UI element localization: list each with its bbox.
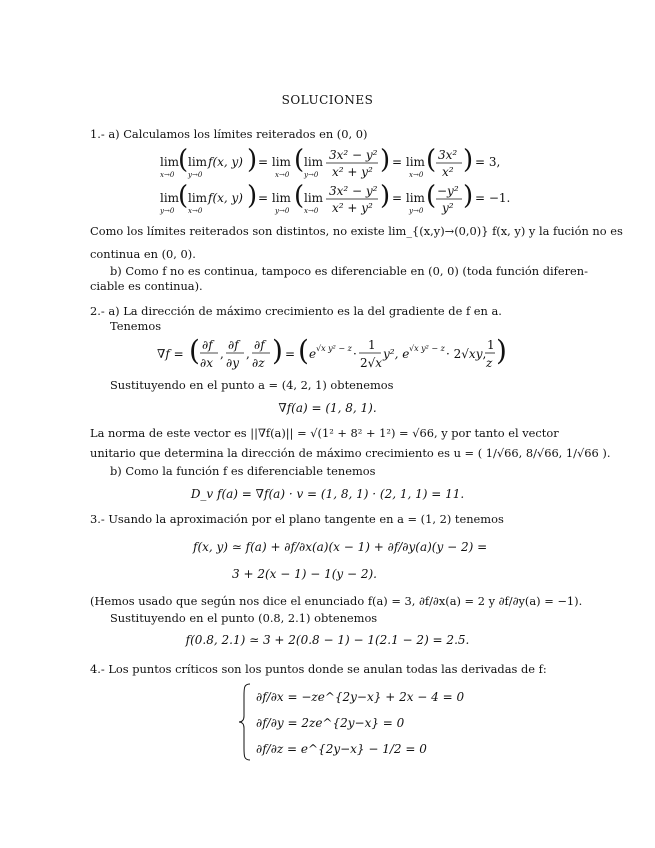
p4-intro: 4.- Los puntos críticos son los puntos donde se anulan todas las derivadas de f: <box>90 662 547 676</box>
p4-system-eq2: ∂f/∂y = 2ze^{2y−x} = 0 <box>256 716 405 730</box>
p3-eq1: f(x, y) ≃ f(a) + ∂f/∂x(a)(x − 1) + ∂f/∂y(a)(y − 2) = <box>193 540 488 554</box>
p1-text-b-line2: ciable es continua). <box>90 279 203 293</box>
svg-text:): ) <box>247 145 258 175</box>
p2-grad-a: ∇f(a) = (1, 8, 1). <box>278 401 377 415</box>
svg-text:3x² − y²: 3x² − y² <box>329 148 378 162</box>
svg-text:lim: lim <box>304 191 324 205</box>
p1-text-a-line1: Como los límites reiterados son distintos, no existe lim_{(x,y)→(0,0)} f(x, y) y la fución no es <box>90 224 623 238</box>
svg-text:∂f: ∂f <box>254 338 265 352</box>
p2-tenemos: Tenemos <box>110 319 162 333</box>
p1-intro: 1.- a) Calculamos los límites reiterados en (0, 0) <box>90 127 368 141</box>
svg-text:3x²: 3x² <box>438 148 458 162</box>
p1-text-a-line2: continua en (0, 0). <box>90 247 196 261</box>
svg-text:1: 1 <box>487 338 495 352</box>
svg-text:(: ( <box>189 334 200 367</box>
p4-system-brace <box>238 682 252 762</box>
p2-sust: Sustituyendo en el punto a = (4, 2, 1) obtenemos <box>110 378 394 392</box>
svg-text:): ) <box>463 181 474 211</box>
svg-text:y→0: y→0 <box>304 171 319 179</box>
p4-system-eq1: ∂f/∂x = −ze^{2y−x} + 2x − 4 = 0 <box>256 690 465 704</box>
svg-text:(: ( <box>426 145 437 175</box>
p3-result: f(0.8, 2.1) ≃ 3 + 2(0.8 − 1) − 1(2.1 − 2) = 2.5. <box>185 633 470 647</box>
svg-text:e: e <box>309 347 317 361</box>
svg-text:x→0: x→0 <box>304 207 319 215</box>
p2-norm-line1: La norma de este vector es ||∇f(a)|| = √(1² + 8² + 1²) = √66, y por tanto el vector <box>90 426 559 440</box>
svg-text:= lim: = lim <box>392 191 425 205</box>
p1-limit-eq-1 <box>150 146 510 182</box>
svg-text:∇f =: ∇f = <box>157 347 184 361</box>
svg-text:(: ( <box>294 145 305 175</box>
svg-text:y²: y² <box>442 201 454 215</box>
svg-text:∂x: ∂x <box>200 356 213 370</box>
svg-text:(: ( <box>294 181 305 211</box>
svg-text:,: , <box>220 347 224 361</box>
svg-text:y², e: y², e <box>383 347 410 361</box>
svg-text:= lim: = lim <box>258 191 291 205</box>
p1-limit-eq-2 <box>150 182 510 218</box>
svg-text:x² + y²: x² + y² <box>332 201 373 215</box>
svg-text:x²: x² <box>442 165 454 179</box>
svg-text:(: ( <box>178 145 189 175</box>
svg-text:f(x, y): f(x, y) <box>208 155 243 169</box>
svg-text:(: ( <box>178 181 189 211</box>
svg-text:lim: lim <box>188 191 208 205</box>
svg-text:· 2√xy,: · 2√xy, <box>446 347 487 361</box>
svg-text:∂f: ∂f <box>202 338 213 352</box>
svg-text:lim: lim <box>160 191 180 205</box>
svg-text:√x y² − z: √x y² − z <box>409 344 445 353</box>
svg-text:2√x: 2√x <box>360 356 383 370</box>
svg-text:(: ( <box>426 181 437 211</box>
svg-text:(: ( <box>298 334 309 367</box>
p4-system-eq3: ∂f/∂z = e^{2y−x} − 1/2 = 0 <box>256 742 427 756</box>
svg-text:y→0: y→0 <box>188 171 203 179</box>
p2-gradient-eq <box>155 334 505 374</box>
svg-text:lim: lim <box>304 155 324 169</box>
svg-text:x→0: x→0 <box>275 171 290 179</box>
svg-text:√x y² − z: √x y² − z <box>316 344 352 353</box>
svg-text:f(x, y): f(x, y) <box>208 191 243 205</box>
svg-text:): ) <box>496 334 507 367</box>
svg-text:z: z <box>486 356 493 370</box>
svg-text:∂f: ∂f <box>228 338 239 352</box>
svg-text:x→0: x→0 <box>188 207 203 215</box>
p3-note: (Hemos usado que según nos dice el enunciado f(a) = 3, ∂f/∂x(a) = 2 y ∂f/∂y(a) = −1). <box>90 594 583 608</box>
p3-intro: 3.- Usando la aproximación por el plano tangente en a = (1, 2) tenemos <box>90 512 504 526</box>
svg-text:= lim: = lim <box>392 155 425 169</box>
svg-text:): ) <box>272 334 283 367</box>
svg-text:x→0: x→0 <box>409 171 424 179</box>
p3-sust: Sustituyendo en el punto (0.8, 2.1) obtenemos <box>110 611 378 625</box>
svg-text:): ) <box>380 145 391 175</box>
p2-deriv: D_v f(a) = ∇f(a) · v = (1, 8, 1) · (2, 1, 1) = 11. <box>190 487 465 501</box>
svg-text:): ) <box>463 145 474 175</box>
p2-b: b) Como la función f es diferenciable tenemos <box>110 464 376 478</box>
p2-norm-line2: unitario que determina la dirección de máximo crecimiento es u = ( 1/√66, 8/√66, 1/√66 ). <box>90 446 611 460</box>
svg-text:·: · <box>353 347 357 361</box>
page-title: SOLUCIONES <box>281 93 374 107</box>
svg-text:1: 1 <box>368 338 376 352</box>
svg-text:lim: lim <box>188 155 208 169</box>
svg-text:y→0: y→0 <box>275 207 290 215</box>
svg-text:x→0: x→0 <box>160 171 175 179</box>
svg-text:y→0: y→0 <box>160 207 175 215</box>
svg-text:= 3,: = 3, <box>475 155 501 169</box>
svg-text:): ) <box>247 181 258 211</box>
svg-text:−y²: −y² <box>437 184 459 198</box>
svg-text:∂y: ∂y <box>226 356 239 370</box>
svg-text:= −1.: = −1. <box>475 191 511 205</box>
svg-text:∂z: ∂z <box>252 356 265 370</box>
p1-text-b-line1: b) Como f no es continua, tampoco es diferenciable en (0, 0) (toda función diferen- <box>110 264 588 278</box>
p3-eq2: 3 + 2(x − 1) − 1(y − 2). <box>232 567 377 581</box>
p2-intro: 2.- a) La dirección de máximo crecimiento es la del gradiente de f en a. <box>90 304 502 318</box>
svg-text:=: = <box>285 347 296 361</box>
svg-text:y→0: y→0 <box>409 207 424 215</box>
svg-text:lim: lim <box>160 155 180 169</box>
svg-text:= lim: = lim <box>258 155 291 169</box>
svg-text:): ) <box>380 181 391 211</box>
svg-text:x² + y²: x² + y² <box>332 165 373 179</box>
svg-text:,: , <box>246 347 250 361</box>
svg-text:3x² − y²: 3x² − y² <box>329 184 378 198</box>
